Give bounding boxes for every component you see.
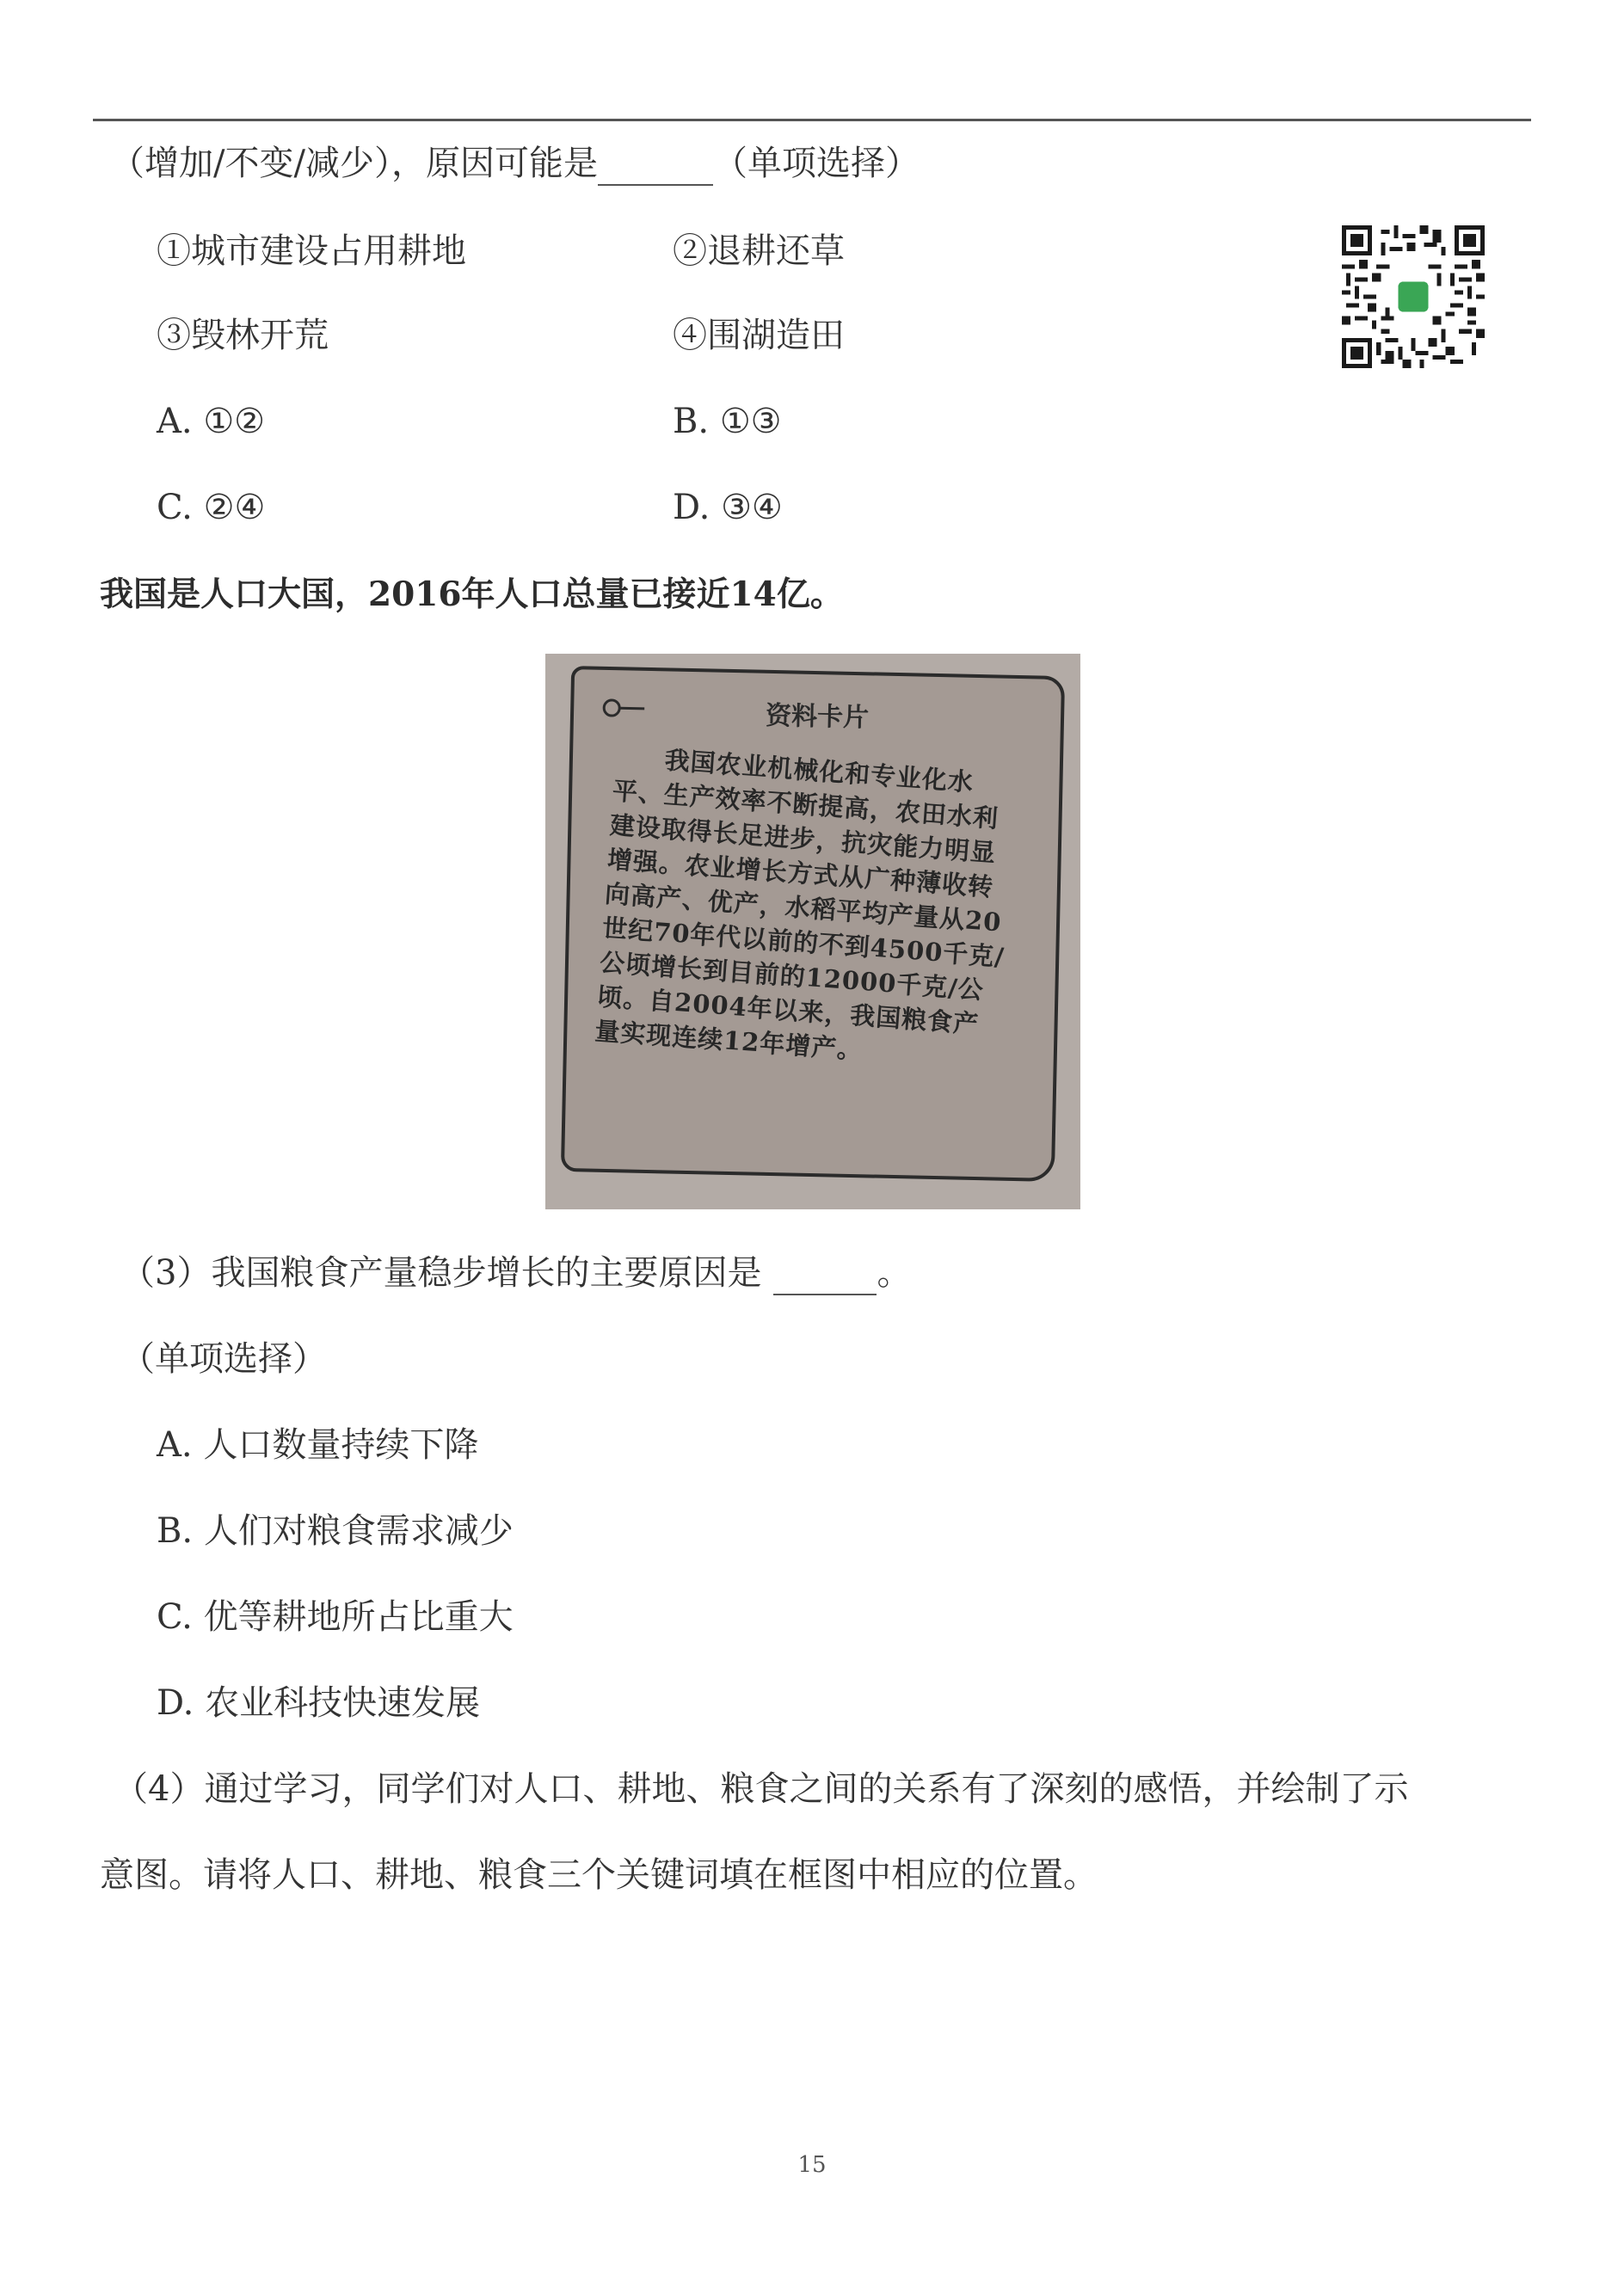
item-4: ④围湖造田 [673,316,845,355]
page-number: 15 [797,2152,827,2178]
question-continuation-prefix: （增加/不变/减少），原因可能是 [110,144,598,183]
q3-option-b: B. 人们对粮食需求减少 [157,1511,514,1551]
question-continuation [110,143,920,186]
resource-card-title: 资料卡片 [765,700,870,734]
choice-a: A. ①② [157,402,266,441]
q4-line-1: （4）通过学习，同学们对人口、耕地、粮食之间的关系有了深刻的感悟，并绘制了示 [114,1769,1409,1809]
qr-code-icon [1342,225,1485,368]
answer-blank [598,143,713,186]
q3-prompt-end: 。 [877,1253,912,1293]
question-continuation-suffix: （单项选择） [712,144,920,183]
q3-prompt [120,1252,911,1295]
choice-b: B. ①③ [673,402,782,441]
q4-line-2: 意图。请将人口、耕地、粮食三个关键词填在框图中相应的位置。 [100,1855,1098,1895]
choice-d: D. ③④ [673,488,783,527]
q3-option-a: A. 人口数量持续下降 [157,1425,479,1465]
q3-instruction: （单项选择） [120,1339,327,1379]
q3-option-d: D. 农业科技快速发展 [157,1683,481,1723]
resource-card-photo [545,654,1080,1209]
item-2: ②退耕还草 [673,231,845,271]
item-1: ①城市建设占用耕地 [157,231,466,271]
q3-prompt-text: （3）我国粮食产量稳步增长的主要原因是 [120,1253,762,1293]
q3-option-c: C. 优等耕地所占比重大 [157,1597,514,1637]
resource-card [561,666,1065,1182]
item-3: ③毁林开荒 [157,316,329,355]
q3-answer-blank [773,1252,877,1295]
choice-c: C. ②④ [157,488,266,527]
header-rule [93,119,1531,121]
resource-card-body: 我国农业机械化和专业化水平、生产效率不断提高，农田水利建设取得长足进步，抗灾能力明显增强。农业增长方式从广种薄收转向高产、优产，水稻平均产量从20世纪70年代以前的不到4500千克/公顷增长到目前的12000千克/公顷。自2004年以来，我国粮食产量实现连续12年增产。 [594,745,1006,1066]
population-statement: 我国是人口大国，2016年人口总量已接近14亿。 [100,575,844,614]
